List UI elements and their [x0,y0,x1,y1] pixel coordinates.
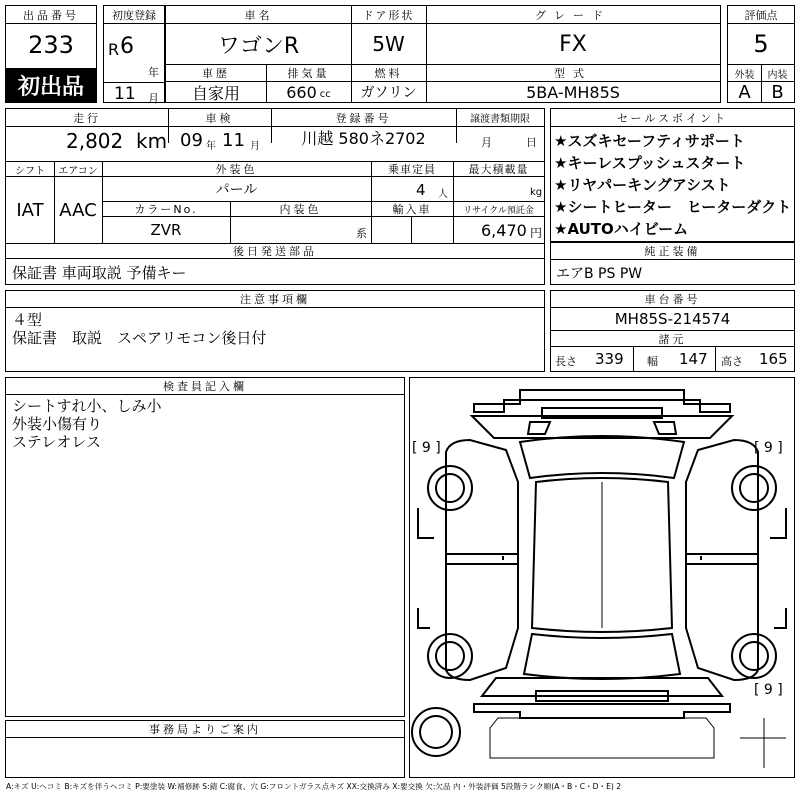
legend: A:キズ U:ヘコミ B:キズを伴うヘコミ P:要塗装 W:補修跡 S:錆 C:腐食、穴 G:フロントガラス点キズ XX:交換済み X:要交換 欠:欠品 内・外装評価 5段階ランク順(A・B・C・D・E) 2 [6,782,622,791]
mileage-label: 走行 [73,111,101,125]
sales-point-item: ★リヤパーキングアシスト [554,176,731,194]
registration-month: 11 [114,84,136,104]
registration-label: 登録番号 [335,111,392,125]
height-label: 高さ [721,355,743,368]
import-label: 輸入車 [392,203,432,216]
inspector-box [5,377,405,717]
recycle-label: リサイクル預託金 [463,205,534,216]
damage-mark-right-rear: [ 9 ] [754,682,783,698]
history: 自家用 [191,83,240,103]
displacement-value: 660 [286,82,317,102]
sales-points-label: セールスポイント [616,111,728,125]
sales-point-item: ★スズキセーフティサポート [554,132,745,150]
notes-box [5,290,545,372]
color-no-label: カラーNo. [134,203,198,216]
month-unit: 月 [148,92,159,105]
displacement-label: 排気量 [287,67,330,80]
fuel: ガソリン [360,85,417,101]
car-name: ワゴンR [217,33,300,59]
capacity-value: 4 [416,181,426,199]
aircon-label: エアコン [58,165,98,177]
recycle-value: 6,470 [481,221,527,240]
first-registration-label: 初度登録 [112,8,156,22]
vehicle-details-box [5,108,545,285]
score-box [727,5,795,103]
exterior-color-label: 外装色 [215,163,258,176]
capacity-unit: 人 [438,189,448,200]
chassis-number: MH85S-214574 [614,310,731,328]
door-type: 5W [372,32,405,56]
grade: FX [559,31,587,57]
color-no: ZVR [150,221,182,239]
car-info-box [165,5,721,103]
later-parts: 保証書 車両取説 予備キー [12,264,187,282]
grade-label: グレード [535,8,611,22]
genuine-equipment-label: 純正装備 [644,245,701,258]
transfer-day-unit: 日 [526,136,537,149]
car-name-label: 車名 [244,8,273,22]
later-parts-label: 後日発送部品 [233,245,317,258]
max-load-label: 最大積載量 [468,163,529,176]
interior-color-unit: 系 [356,227,367,240]
recycle-unit: 円 [530,226,543,240]
first-listing-badge: 初出品 [6,68,96,102]
max-load-unit: kg [530,187,543,198]
shift-label: シフト [15,165,45,177]
inspection-month-unit: 月 [250,141,260,152]
height-value: 165 [759,350,788,368]
aircon-value: AAC [59,199,97,221]
score-value: 5 [753,30,769,58]
fuel-label: 燃料 [374,67,403,80]
era: R [108,40,120,59]
registration-year: 6 [120,34,134,59]
lot-box [5,5,97,103]
door-label: ドア形状 [362,8,415,22]
shift-value: IAT [16,199,44,221]
length-label: 長さ [555,355,577,368]
exterior-color: パール [215,182,258,198]
genuine-equipment: エアB PS PW [556,266,643,282]
mileage-unit: km [136,129,168,153]
notes-line: 保証書 取説 スペアリモコン後日付 [12,329,267,347]
displacement-unit: cc [319,88,331,100]
model-type: 5BA-MH85S [526,82,620,102]
mileage-value: 2,802 [66,129,124,153]
transfer-month-unit: 月 [481,136,492,149]
inspection-month: 11 [222,130,245,151]
notes-label: 注意事項欄 [240,293,310,306]
sales-points-box [550,108,795,242]
sales-point-item: ★AUTOハイビーム [554,220,689,238]
sales-point-item: ★キーレスプッシュスタート [554,154,746,172]
width-label: 幅 [647,355,658,368]
sales-point-item: ★シートヒーター ヒーターダクト [554,198,792,216]
width-value: 147 [679,350,708,368]
inspector-line: ステレオレス [12,433,101,451]
office-label: 事務局よりご案内 [149,723,261,736]
inspection-label: 車検 [205,111,234,125]
interior-color-label: 内装色 [279,203,322,216]
registration-number: 川越 580ネ2702 [301,128,426,148]
first-registration-box [103,5,165,103]
lot-number: 233 [28,31,74,59]
damage-mark-left: [ 9 ] [412,440,441,456]
chassis-label: 車台番号 [644,293,701,306]
year-unit: 年 [148,66,159,79]
interior-score-label: 内装 [767,69,788,81]
inspector-line: 外装小傷有り [12,415,103,433]
transfer-label: 譲渡書類期限 [470,114,530,125]
damage-mark-right: [ 9 ] [754,440,783,456]
notes-line: ４型 [12,311,43,329]
inspector-label: 検査員記入欄 [163,380,247,393]
office-box [5,720,405,778]
score-label: 評価点 [744,8,778,22]
genuine-equipment-box [550,242,795,285]
displacement [266,82,351,102]
car-diagram-box [409,377,795,778]
inspection-year: 09 [180,130,203,151]
inspector-line: シートすれ小、しみ小 [12,397,162,415]
length-value: 339 [595,350,624,368]
model-type-label: 型式 [554,67,592,80]
car-diagram [410,378,794,777]
exterior-score-label: 外装 [734,69,755,81]
chassis-specs-box [550,290,795,372]
interior-score: B [771,81,784,103]
capacity-label: 乗車定員 [388,163,436,176]
history-label: 車歴 [202,67,230,80]
inspection-year-unit: 年 [206,141,216,152]
lot-label: 出品番号 [23,8,79,22]
specs-label: 諸元 [658,332,687,346]
exterior-score: A [738,81,751,103]
